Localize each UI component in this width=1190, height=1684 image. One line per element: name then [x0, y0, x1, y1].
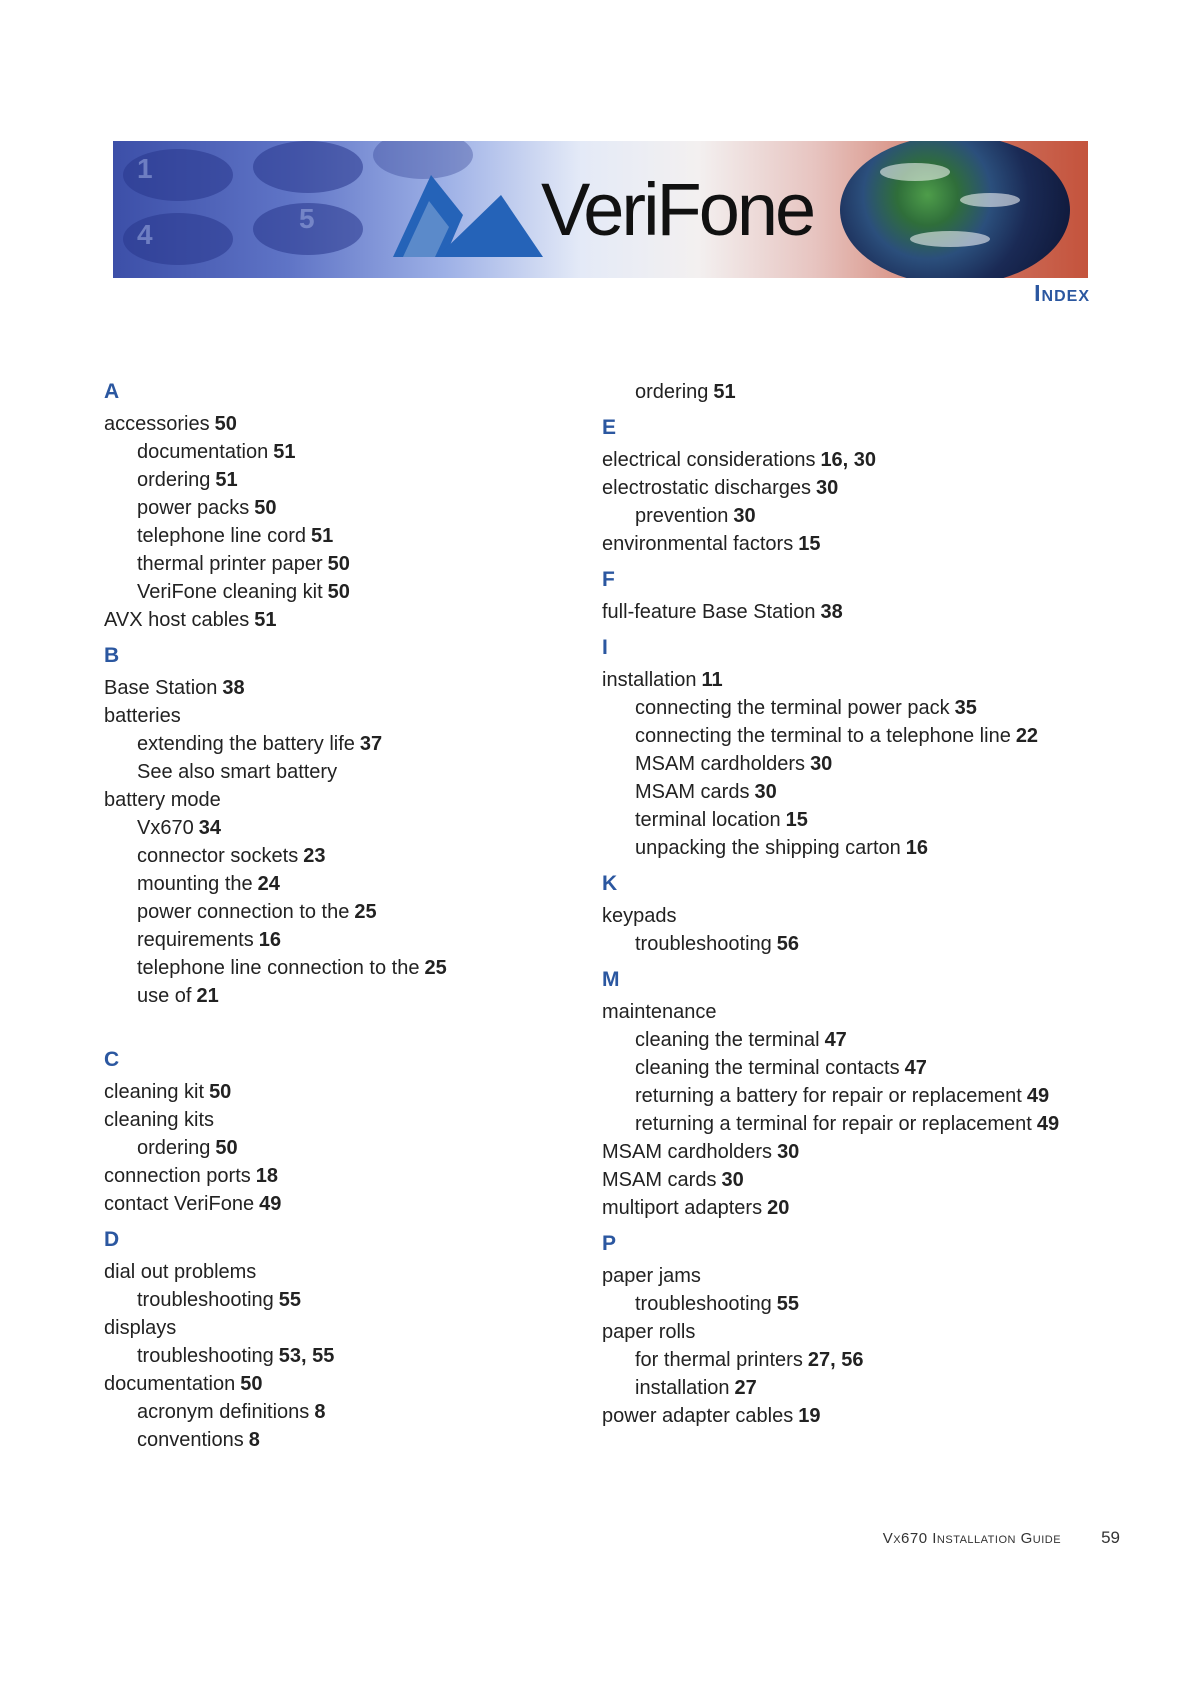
index-page-ref: 51	[713, 381, 736, 403]
index-term: use of	[137, 985, 192, 1007]
index-page-ref: 50	[215, 1137, 238, 1159]
index-entry	[602, 598, 1102, 626]
index-page-ref: 50	[327, 581, 350, 603]
index-page-ref: 47	[904, 1057, 927, 1079]
index-entry	[104, 702, 574, 730]
globe-image	[840, 141, 1070, 278]
index-subentry	[104, 982, 574, 1010]
index-page-ref: 49	[259, 1193, 282, 1215]
index-entry	[602, 1138, 1102, 1166]
index-term: electrostatic discharges	[602, 477, 811, 499]
index-page-ref: 30	[810, 753, 833, 775]
index-page-ref: 51	[254, 609, 277, 631]
index-term: cleaning the terminal	[635, 1029, 820, 1051]
index-term: cleaning kit	[104, 1081, 205, 1103]
index-entry	[602, 530, 1102, 558]
index-subentry	[104, 1134, 574, 1162]
index-page-ref: 16, 30	[820, 449, 877, 471]
index-page-ref: 16	[905, 837, 928, 859]
index-term: VeriFone cleaning kit	[137, 581, 323, 603]
index-subentry	[104, 1286, 574, 1314]
index-subentry	[104, 578, 574, 606]
index-subentry	[104, 438, 574, 466]
index-term: paper jams	[602, 1265, 701, 1287]
index-letter-heading: D	[104, 1228, 120, 1251]
index-term: MSAM cards	[602, 1169, 717, 1191]
index-page-ref: 50	[254, 497, 277, 519]
index-page-ref: 21	[196, 985, 219, 1007]
index-term: power connection to the	[137, 901, 350, 923]
index-page-ref: 35	[954, 697, 977, 719]
index-entry	[602, 902, 1102, 930]
index-page-ref: 51	[273, 441, 296, 463]
index-term: paper rolls	[602, 1321, 696, 1343]
index-page-ref: 15	[798, 533, 821, 555]
index-page-ref: 50	[209, 1081, 232, 1103]
index-letter-heading: F	[602, 568, 615, 591]
index-subentry	[602, 1374, 1102, 1402]
page-title: Index	[1034, 280, 1090, 306]
index-page-ref: 38	[820, 601, 843, 623]
index-page-ref: 37	[359, 733, 383, 755]
index-term: connection ports	[104, 1165, 251, 1187]
index-term: maintenance	[602, 1001, 717, 1023]
keypad-digit-decoration: 1	[137, 153, 153, 184]
index-subentry	[602, 378, 1102, 406]
index-subentry	[104, 898, 574, 926]
index-subentry	[602, 694, 1102, 722]
index-entry	[602, 1402, 1102, 1430]
index-entry	[602, 1194, 1102, 1222]
index-subentry	[104, 466, 574, 494]
index-page-ref: 25	[424, 957, 447, 979]
index-term: environmental factors	[602, 533, 794, 555]
index-entry	[104, 1258, 574, 1286]
index-term: returning a terminal for repair or replacement	[635, 1113, 1032, 1135]
index-term: for thermal printers	[635, 1349, 803, 1371]
index-term: installation	[602, 669, 697, 691]
index-term: mounting the	[137, 873, 253, 895]
index-subentry	[602, 778, 1102, 806]
index-term: Base Station	[104, 677, 218, 699]
index-term: returning a battery for repair or replacement	[635, 1085, 1022, 1107]
index-page-ref: 38	[222, 677, 245, 699]
index-subentry	[602, 502, 1102, 530]
index-subentry	[104, 842, 574, 870]
index-subentry	[602, 1346, 1102, 1374]
index-term: full-feature Base Station	[602, 601, 816, 623]
index-term: Vx670	[137, 817, 194, 839]
index-letter-heading: C	[104, 1048, 120, 1071]
index-subentry	[602, 1290, 1102, 1318]
index-entry	[104, 1078, 574, 1106]
index-term: terminal location	[635, 809, 781, 831]
index-term: cleaning the terminal contacts	[635, 1057, 900, 1079]
index-column-right	[602, 378, 1102, 1430]
index-page-ref: 50	[214, 413, 237, 435]
index-term: telephone line connection to the	[137, 957, 420, 979]
index-term: batteries	[104, 705, 181, 727]
index-page-ref: 25	[354, 901, 377, 923]
index-term: connecting the terminal power pack	[635, 697, 950, 719]
index-term: power packs	[137, 497, 250, 519]
index-entry	[104, 606, 574, 634]
index-subentry	[602, 930, 1102, 958]
index-entry	[104, 1370, 574, 1398]
index-entry	[104, 1190, 574, 1218]
index-term: battery mode	[104, 789, 221, 811]
index-page-ref: 50	[327, 553, 350, 575]
index-page-ref: 15	[785, 809, 808, 831]
index-term: dial out problems	[104, 1261, 257, 1283]
index-entry	[602, 666, 1102, 694]
index-page-ref: 56	[776, 933, 800, 955]
index-page-ref: 23	[303, 845, 326, 867]
index-term: troubleshooting	[137, 1345, 274, 1367]
index-page-ref: 24	[257, 873, 280, 895]
index-letter-heading: B	[104, 644, 120, 667]
index-subentry	[602, 1026, 1102, 1054]
index-entry	[104, 1162, 574, 1190]
index-term: cleaning kits	[104, 1109, 215, 1131]
index-term: telephone line cord	[137, 525, 307, 547]
index-term: displays	[104, 1317, 177, 1339]
index-subentry	[104, 1426, 574, 1454]
index-page-ref: 49	[1026, 1085, 1050, 1107]
index-page-ref: 27	[734, 1377, 757, 1399]
index-subentry	[602, 1054, 1102, 1082]
index-page-ref: 8	[248, 1429, 260, 1451]
index-term: ordering	[635, 381, 709, 403]
index-page-ref: 55	[776, 1293, 800, 1315]
index-term: troubleshooting	[635, 933, 772, 955]
index-page-ref: 8	[314, 1401, 326, 1423]
keypad-digit-decoration: 5	[299, 203, 315, 234]
index-page-ref: 11	[701, 669, 723, 691]
index-page-ref: 20	[767, 1197, 790, 1219]
index-subentry	[104, 814, 574, 842]
index-page-ref: 19	[798, 1405, 821, 1427]
index-term: ordering	[137, 1137, 211, 1159]
index-subentry	[602, 722, 1102, 750]
index-term: requirements	[137, 929, 254, 951]
index-subentry	[602, 806, 1102, 834]
index-entry	[104, 1106, 574, 1134]
index-entry	[602, 1166, 1102, 1194]
index-subentry	[104, 1342, 574, 1370]
index-term: MSAM cardholders	[602, 1141, 773, 1163]
index-entry	[602, 1318, 1102, 1346]
index-term: thermal printer paper	[137, 553, 323, 575]
page-number: 59	[1101, 1528, 1120, 1547]
index-page-ref: 16	[258, 929, 281, 951]
index-term: extending the battery life	[137, 733, 355, 755]
index-page-ref: 47	[824, 1029, 847, 1051]
index-term: acronym definitions	[137, 1401, 310, 1423]
index-page-ref: 30	[777, 1141, 800, 1163]
index-term: conventions	[137, 1429, 244, 1451]
index-term: power adapter cables	[602, 1405, 794, 1427]
index-entry	[104, 410, 574, 438]
index-term: MSAM cardholders	[635, 753, 806, 775]
index-term: MSAM cards	[635, 781, 750, 803]
index-term: keypads	[602, 905, 677, 927]
index-letter-heading: E	[602, 416, 617, 439]
index-entry	[602, 1262, 1102, 1290]
index-page-ref: 49	[1036, 1113, 1060, 1135]
index-subentry	[602, 834, 1102, 862]
index-subentry	[104, 954, 574, 982]
index-subentry	[104, 522, 574, 550]
footer-doc-title: Vx670 Installation Guide	[882, 1530, 1062, 1547]
index-subentry	[104, 1398, 574, 1426]
index-page-ref: 50	[240, 1373, 263, 1395]
verifone-banner	[113, 141, 1088, 278]
index-subentry	[104, 758, 574, 786]
index-page-ref: 22	[1015, 725, 1039, 747]
index-subentry	[602, 750, 1102, 778]
index-term: connecting the terminal to a telephone line	[635, 725, 1011, 747]
index-term: accessories	[104, 413, 210, 435]
index-letter-heading: M	[602, 968, 620, 991]
index-term: documentation	[137, 441, 269, 463]
index-letter-heading: P	[602, 1232, 617, 1255]
index-entry	[602, 446, 1102, 474]
verifone-logo-text: VeriFone	[541, 168, 814, 251]
index-term: electrical considerations	[602, 449, 816, 471]
index-entry	[104, 674, 574, 702]
index-letter-heading: I	[602, 636, 608, 659]
index-subentry	[104, 550, 574, 578]
index-subentry	[602, 1110, 1102, 1138]
page-footer	[820, 1528, 1120, 1548]
keypad-digit-decoration: 4	[137, 219, 153, 250]
index-term: troubleshooting	[635, 1293, 772, 1315]
verifone-logo-icon	[393, 157, 543, 267]
index-letter-heading: A	[104, 380, 120, 403]
index-page-ref: 27, 56	[807, 1349, 864, 1371]
index-term: troubleshooting	[137, 1289, 274, 1311]
index-term: ordering	[137, 469, 211, 491]
index-term: documentation	[104, 1373, 236, 1395]
index-subentry	[602, 1082, 1102, 1110]
index-entry	[602, 474, 1102, 502]
index-entry	[104, 1314, 574, 1342]
index-term: contact VeriFone	[104, 1193, 255, 1215]
index-page-ref: 30	[733, 505, 756, 527]
index-term: AVX host cables	[104, 609, 250, 631]
index-column-left	[104, 378, 574, 1454]
index-page-ref: 51	[311, 525, 334, 547]
index-subentry	[104, 494, 574, 522]
index-subentry	[104, 870, 574, 898]
section-spacer	[104, 1010, 574, 1038]
index-entry	[602, 998, 1102, 1026]
index-letter-heading: K	[602, 872, 618, 895]
index-page-ref: 55	[278, 1289, 302, 1311]
index-page-ref: 30	[721, 1169, 744, 1191]
index-term: multiport adapters	[602, 1197, 763, 1219]
index-page-ref: 34	[198, 817, 221, 839]
index-entry	[104, 786, 574, 814]
index-page-ref: 18	[255, 1165, 279, 1187]
index-subentry	[104, 730, 574, 758]
index-term: See also smart battery	[137, 761, 338, 783]
index-page-ref: 53, 55	[278, 1345, 335, 1367]
index-term: prevention	[635, 505, 729, 527]
keypad-key-shape	[253, 141, 363, 193]
index-term: installation	[635, 1377, 730, 1399]
index-page-ref: 51	[215, 469, 238, 491]
index-page-ref: 30	[754, 781, 777, 803]
index-page-ref: 30	[815, 477, 839, 499]
index-term: connector sockets	[137, 845, 299, 867]
index-term: unpacking the shipping carton	[635, 837, 901, 859]
index-subentry	[104, 926, 574, 954]
